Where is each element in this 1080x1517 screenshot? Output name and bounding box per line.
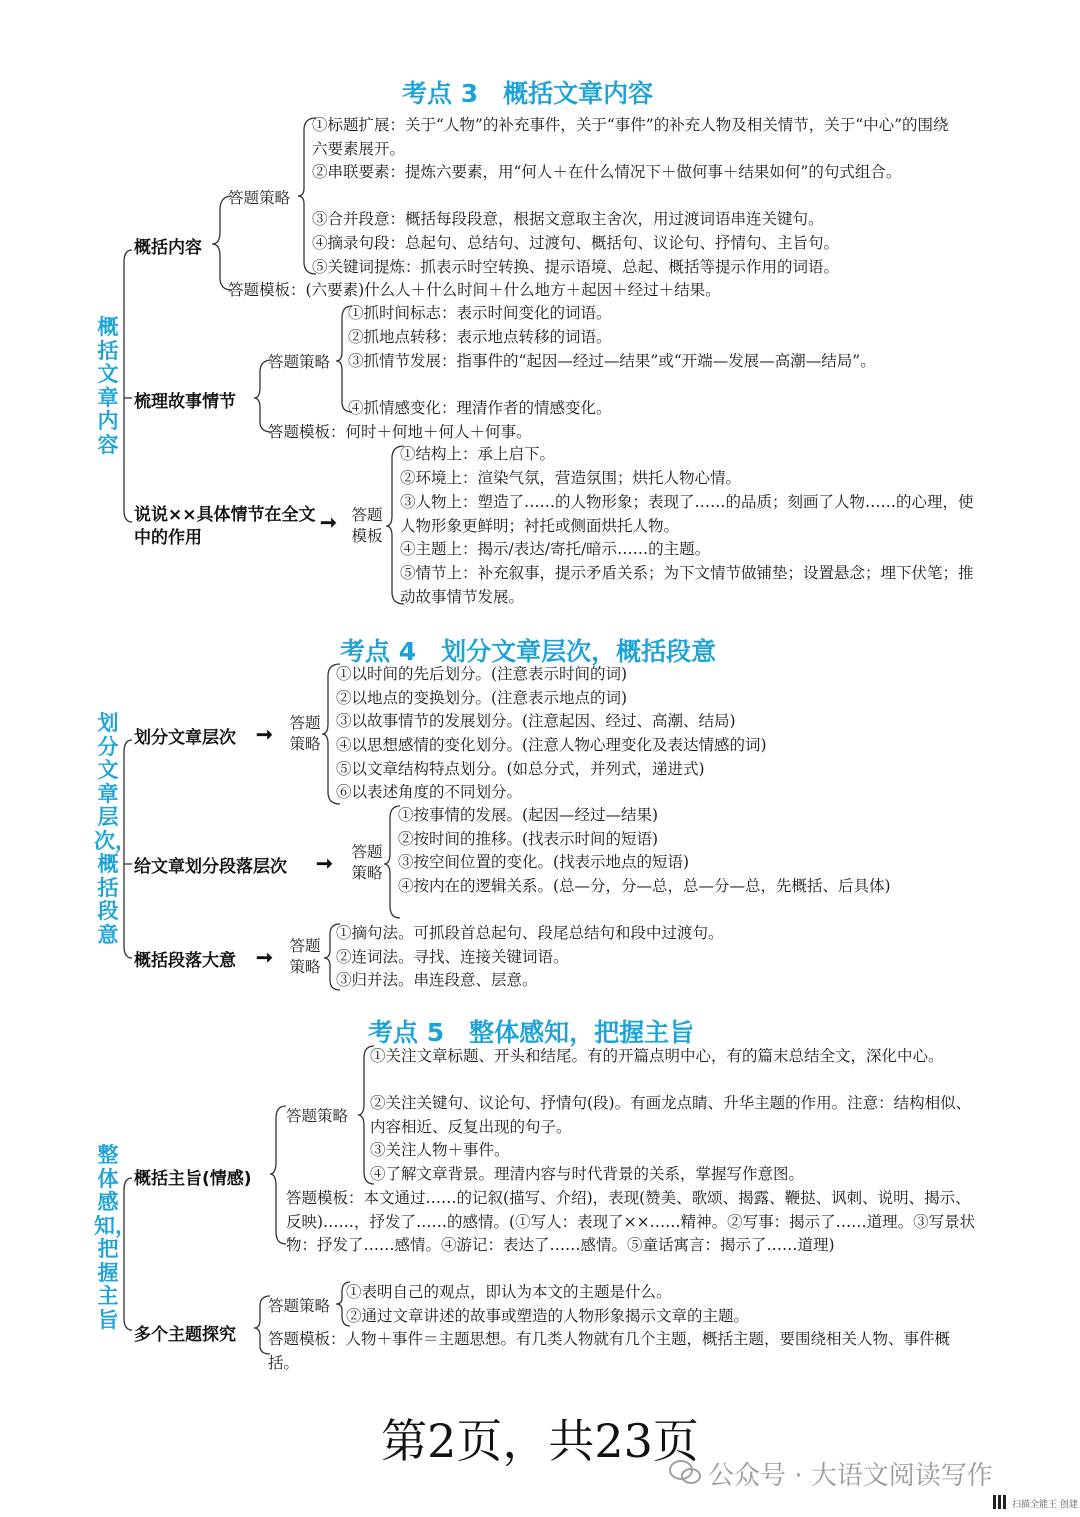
list-item: ②串联要素：提炼六要素，用“何人＋在什么情况下＋做何事＋结果如何”的句式组合。	[312, 163, 902, 181]
vertical-title: 整体感知，把握主旨	[94, 1143, 136, 1332]
list-item: ③抓情节发展：指事件的“起因—经过—结果”或“开端—发展—高潮—结局”。	[348, 352, 876, 370]
spine-sec3	[124, 250, 132, 522]
template-text: 人物＋事件＝主题思想。有几类人物就有几个主题，概括主题，要围绕相关人物、事件概括。	[268, 1330, 951, 1372]
list-item: ①结构上：承上启下。	[400, 445, 556, 463]
list-item: ②通过文章讲述的故事或塑造的人物形象揭示文章的主题。	[346, 1307, 750, 1325]
branch-node: 概括主旨(情感)	[134, 1169, 252, 1189]
list-item: ④了解文章背景。理清内容与时代背景的关系，掌握写作意图。	[370, 1165, 805, 1183]
wechat-icon	[668, 1458, 702, 1486]
list-item: ②环境上：渲染气氛，营造氛围；烘托人物心情。	[400, 469, 742, 487]
list-item: ③合并段意：概括每段段意，根据文意取主舍次，用过渡词语串连关键句。	[312, 210, 824, 228]
template-text: (六要素)什么人＋什么时间＋什么地方＋起因＋经过＋结果。	[305, 281, 721, 299]
list-item: ⑥以表述角度的不同划分。	[336, 783, 523, 801]
arrow-icon: ➞	[256, 722, 273, 746]
branch-node: 说说××具体情节在全文中的作用	[134, 505, 316, 548]
template-row	[286, 1187, 980, 1258]
template-label: 答题模板：	[228, 281, 306, 299]
list-item: ②关注关键句、议论句、抒情句(段)。有画龙点睛、升华主题的作用。注意：结构相似、内容相近、反复出现的句子。	[370, 1094, 972, 1136]
vertical-title: 划分文章层次，概括段意	[94, 711, 136, 947]
scan-note: 扫描全能王 创建	[1012, 1500, 1078, 1510]
page-number: 第2页，共23页	[381, 1414, 699, 1468]
list-item: ②抓地点转移：表示地点转移的词语。	[348, 328, 612, 346]
template-label: 答题模板：	[268, 423, 346, 441]
list-item: ①以时间的先后划分。(注意表示时间的词)	[336, 665, 628, 683]
list-item: ③人物上：塑造了……的人物形象；表现了……的品质；刻画了人物……的心理，使人物形象更鲜明；衬托或侧面烘托人物。	[400, 493, 974, 535]
template-row	[228, 279, 721, 303]
list-item: ①按事情的发展。(起因—经过—结果)	[398, 806, 659, 824]
qr-icon	[993, 1495, 1007, 1509]
list-item: ①标题扩展：关于“人物”的补充事件，关于“事件”的补充人物及相关情节，关于“中心”的围绕六要素展开。	[312, 116, 949, 158]
strategy-label: 答题策略	[228, 189, 291, 207]
list-item: ③按空间位置的变化。(找表示地点的短语)	[398, 853, 690, 871]
bracket-gaikuo-neirong	[212, 196, 232, 290]
list-item: ①摘句法。可抓段首总起句、段尾总结句和段中过渡句。	[336, 924, 724, 942]
section-heading: 考点 3 概括文章内容	[402, 79, 654, 108]
strategy-label: 答题策略	[289, 714, 321, 753]
list-item: ②连词法。寻找、连接关键词语。	[336, 948, 569, 966]
strategy-label: 答题策略	[351, 843, 383, 882]
list-item: ③以故事情节的发展划分。(注意起因、经过、高潮、结局)	[336, 712, 736, 730]
template-label: 答题模板	[351, 506, 383, 545]
list-item: ④按内在的逻辑关系。(总—分，分—总，总—分—总，先概括、后具体)	[398, 877, 891, 895]
list-item: ①表明自己的观点，即认为本文的主题是什么。	[346, 1283, 672, 1301]
strategy-label: 答题策略	[268, 353, 331, 371]
list-item: ④摘录句段：总起句、总结句、过渡句、概括句、议论句、抒情句、主旨句。	[312, 234, 840, 252]
list-item: ③关注人物＋事件。	[370, 1141, 510, 1159]
arrow-icon: ➞	[256, 945, 273, 969]
watermark: 公众号 · 大语文阅读写作	[708, 1461, 993, 1491]
list-item: ③归并法。串连段意、层意。	[336, 971, 538, 989]
template-row	[268, 1328, 980, 1375]
branch-node: 多个主题探究	[134, 1325, 236, 1345]
branch-node: 概括段落大意	[134, 951, 236, 971]
list-item: ④主题上：揭示/表达/寄托/暗示……的主题。	[400, 540, 711, 558]
list-item: ⑤关键词提炼：抓表示时空转换、提示语境、总起、概括等提示作用的词语。	[312, 258, 840, 276]
vertical-title: 概括文章内容	[97, 315, 119, 457]
bracket-zhuzhi	[270, 1106, 286, 1244]
template-row	[268, 421, 532, 445]
list-item: ①抓时间标志：表示时间变化的词语。	[348, 304, 612, 322]
arrow-icon: ➞	[320, 510, 337, 534]
list-item: ②按时间的推移。(找表示时间的短语)	[398, 830, 659, 848]
list-item: ④以思想感情的变化划分。(注意人物心理变化及表达情感的词)	[336, 736, 767, 754]
list-item: ①关注文章标题、开头和结尾。有的开篇点明中心，有的篇末总结全文，深化中心。	[370, 1047, 944, 1065]
spine-sec5	[124, 1178, 132, 1330]
list-item: ④抓情感变化：理清作者的情感变化。	[348, 399, 612, 417]
section-heading: 考点 5 整体感知，把握主旨	[368, 1018, 695, 1047]
branch-node: 概括内容	[134, 238, 202, 258]
list-item: ②以地点的变换划分。(注意表示地点的词)	[336, 689, 628, 707]
branch-node: 给文章划分段落层次	[134, 857, 287, 877]
strategy-label: 答题策略	[286, 1107, 349, 1125]
template-text: 何时＋何地＋何人＋何事。	[345, 423, 532, 441]
branch-node: 划分文章层次	[134, 728, 236, 748]
branch-node: 梳理故事情节	[134, 392, 236, 412]
section-heading: 考点 4 划分文章层次，概括段意	[340, 637, 717, 666]
list-item: ⑤以文章结构特点划分。(如总分式，并列式，递进式)	[336, 760, 705, 778]
strategy-label: 答题策略	[268, 1297, 331, 1315]
list-item: ⑤情节上：补充叙事，提示矛盾关系；为下文情节做铺垫；设置悬念；埋下伏笔；推动故事情节发展。	[400, 564, 974, 606]
strategy-label: 答题策略	[289, 937, 321, 976]
arrow-icon: ➞	[316, 851, 333, 875]
template-label: 答题模板：	[268, 1330, 346, 1348]
template-label: 答题模板：	[286, 1189, 364, 1207]
template-text: 本文通过……的记叙(描写、介绍)，表现(赞美、歌颂、揭露、鞭挞、讽刺、说明、揭示、反映)……，抒发了……的感情。(①写人：表现了××……精神。②写事：揭示了……道理。③写景状物：抒发了……感情。④游记：表达了……感情。⑤童话寓言：揭示了……道理)	[286, 1189, 976, 1254]
